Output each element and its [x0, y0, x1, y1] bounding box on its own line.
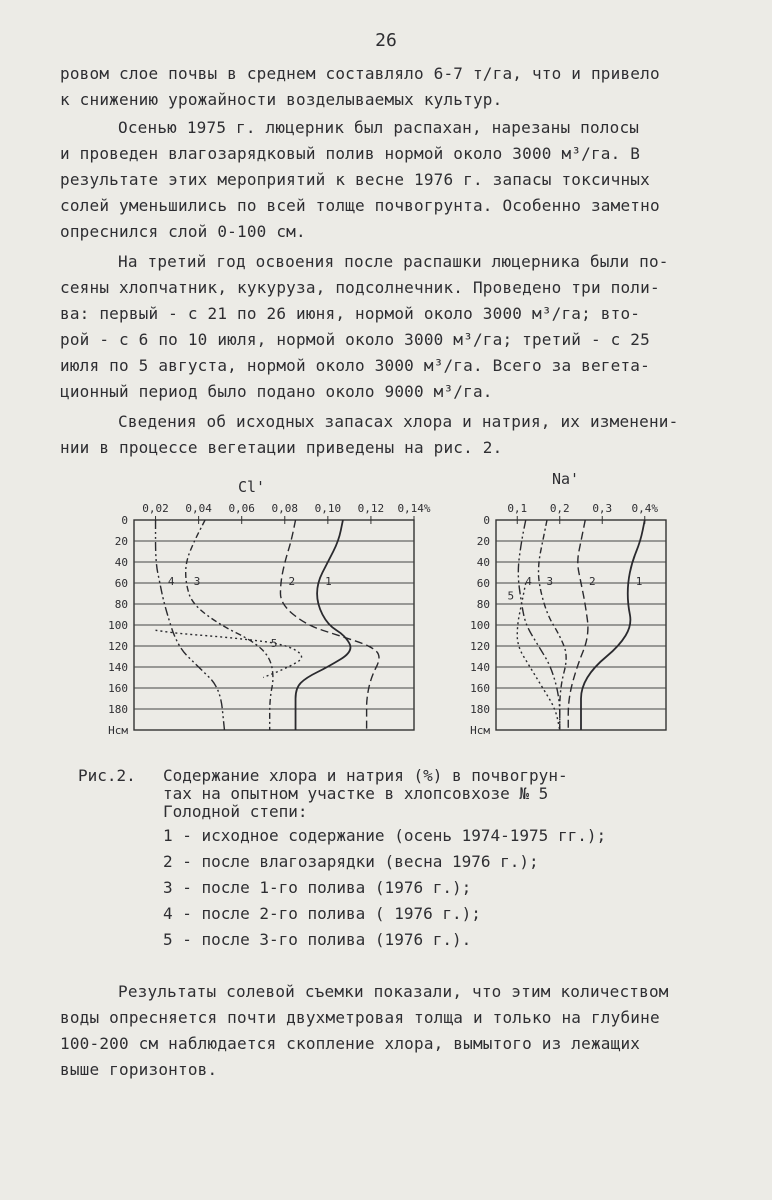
y-tick-label: 100 [470, 619, 490, 632]
x-tick-label: 0,14% [397, 502, 431, 515]
caption-line: Голодной степи: [163, 802, 308, 821]
caption-line: тах на опытном участке в хлопсовхозе № 5 [163, 784, 549, 803]
y-tick-label: 0 [483, 514, 490, 527]
figure-label: Рис.2. [78, 766, 136, 785]
text-line: выше горизонтов. [60, 1060, 218, 1079]
page-number: 26 [375, 30, 397, 51]
text-line: ционный период было подано около 9000 м³/га. [60, 382, 493, 401]
series-label: 3 [546, 574, 554, 588]
x-tick-label: 0,12 [357, 502, 385, 515]
series-label: 4 [525, 574, 532, 588]
y-tick-label: 60 [476, 577, 490, 590]
series-label: 2 [288, 574, 296, 588]
chart-title: Na' [552, 470, 580, 488]
sodium-chart [448, 470, 678, 740]
series-label: 5 [507, 589, 515, 603]
text-line: ровом слое почвы в среднем составляло 6-7 т/га, что и привело [60, 64, 660, 83]
y-tick-label: 140 [470, 661, 490, 674]
legend-item: 5 - после 3-го полива (1976 г.). [163, 930, 472, 949]
y-tick-label: 20 [114, 535, 128, 548]
text-line: результате этих мероприятий к весне 1976 г. запасы токсичных [60, 170, 650, 189]
x-tick-label: 0,06 [228, 502, 255, 515]
x-tick-label: 0,10 [314, 502, 342, 515]
text-line: Осенью 1975 г. люцерник был распахан, нарезаны полосы [118, 118, 640, 137]
legend-item: 4 - после 2-го полива ( 1976 г.); [163, 904, 481, 923]
x-tick-label: 0,3 [592, 502, 613, 515]
y-axis-unit: Hсм [108, 724, 128, 737]
series-label: 5 [270, 636, 278, 650]
y-tick-label: 160 [108, 682, 128, 695]
x-tick-label: 0,08 [271, 502, 299, 515]
y-tick-label: 80 [476, 598, 490, 611]
series-line-5 [517, 583, 560, 730]
text-line: Результаты солевой съемки показали, что этим количеством [118, 982, 669, 1001]
caption-line: Содержание хлора и натрия (%) в почвогрун- [163, 766, 568, 785]
y-tick-label: 60 [114, 577, 128, 590]
y-tick-label: 20 [476, 535, 490, 548]
series-label: 4 [167, 574, 175, 588]
y-axis-unit: Hсм [470, 724, 490, 737]
text-line: и проведен влагозарядковый полив нормой около 3000 м³/га. В [60, 144, 641, 163]
series-label: 1 [635, 574, 643, 588]
text-line: сеяны хлопчатник, кукуруза, подсолнечник. Проведено три поли- [60, 278, 660, 297]
series-line-5 [156, 630, 302, 677]
text-line: опреснился слой 0-100 см. [60, 222, 306, 241]
text-line: к снижению урожайности возделываемых культур. [60, 90, 503, 109]
y-tick-label: 120 [108, 640, 128, 653]
y-tick-label: 100 [108, 619, 128, 632]
y-tick-label: 0 [121, 514, 128, 527]
legend-item: 1 - исходное содержание (осень 1974-1975 гг.); [163, 826, 607, 845]
text-line: июля по 5 августа, нормой около 3000 м³/га. Всего за вегета- [60, 356, 650, 375]
x-tick-label: 0,04 [185, 502, 212, 515]
text-line: ва: первый - с 21 по 26 июня, нормой около 3000 м³/га; вто- [60, 304, 641, 323]
text-line: Сведения об исходных запасах хлора и натрия, их изменени- [118, 412, 679, 431]
x-tick-label: 0,1 [507, 502, 528, 515]
series-label: 3 [193, 574, 201, 588]
y-tick-label: 160 [470, 682, 490, 695]
chart-title: Cl' [238, 478, 266, 496]
series-label: 2 [589, 574, 596, 588]
legend-item: 2 - после влагозарядки (весна 1976 г.); [163, 852, 539, 871]
x-tick-label: 0,4% [631, 502, 658, 515]
y-tick-label: 180 [108, 703, 128, 716]
y-tick-label: 180 [470, 703, 490, 716]
text-line: 100-200 см наблюдается скопление хлора, вымытого из лежащих [60, 1034, 641, 1053]
x-tick-label: 0,2 [549, 502, 570, 515]
y-tick-label: 40 [114, 556, 128, 569]
legend-item: 3 - после 1-го полива (1976 г.); [163, 878, 472, 897]
y-tick-label: 140 [108, 661, 128, 674]
y-tick-label: 80 [114, 598, 128, 611]
y-tick-label: 120 [470, 640, 490, 653]
text-line: рой - с 6 по 10 июля, нормой около 3000 м³/га; третий - с 25 [60, 330, 650, 349]
x-tick-label: 0,02 [142, 502, 169, 515]
text-line: нии в процессе вегетации приведены на рис. 2. [60, 438, 503, 457]
text-line: воды опресняется почти двухметровая толща и только на глубине [60, 1008, 660, 1027]
text-line: На третий год освоения после распашки люцерника были по- [118, 252, 669, 271]
chlorine-chart [86, 470, 431, 740]
y-tick-label: 40 [476, 556, 490, 569]
text-line: солей уменьшились по всей толще почвогрунта. Особенно заметно [60, 196, 660, 215]
series-label: 1 [325, 574, 332, 588]
